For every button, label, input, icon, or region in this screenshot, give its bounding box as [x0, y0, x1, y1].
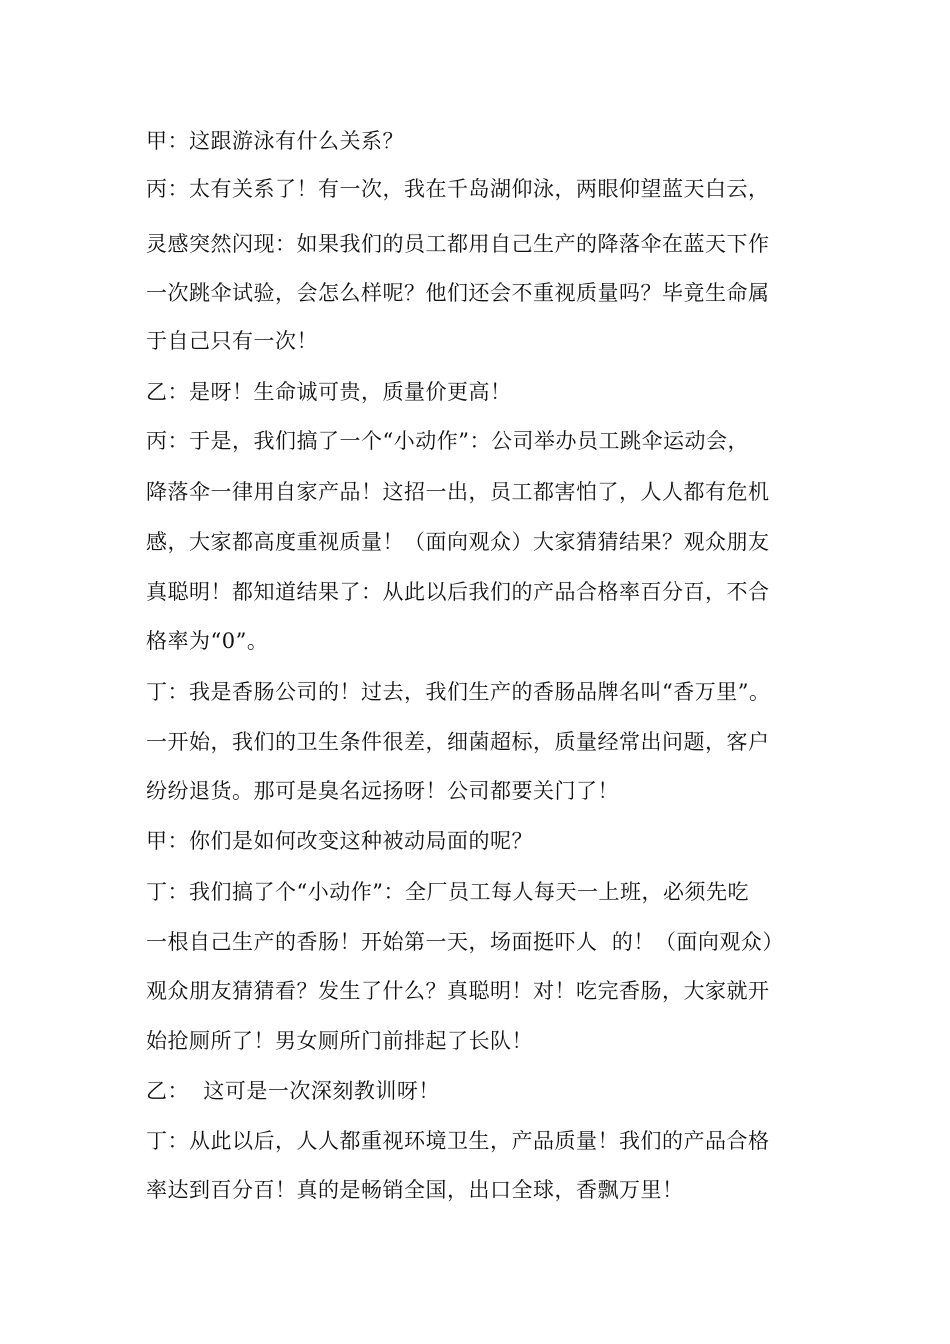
text-line: 格率为“0”。: [146, 629, 269, 653]
text-line: 灵感突然闪现：如果我们的员工都用自己生产的降落伞在蓝天下作: [146, 232, 770, 256]
text-line: 始抢厕所了！男女厕所门前排起了长队！: [146, 1029, 533, 1053]
text-line: 观众朋友猜猜看？发生了什么？真聪明！对！吃完香肠，大家就开: [146, 979, 770, 1003]
text-line: 丙：于是，我们搞了一个“小动作”：公司举办员工跳伞运动会，: [146, 429, 749, 453]
text-line: 乙：是呀！生命诚可贵，质量价更高！: [146, 380, 512, 404]
text-line: 乙： 这可是一次深刻教训呀！: [146, 1079, 440, 1103]
text-line: 一开始，我们的卫生条件很差，细菌超标，质量经常出问题，客户: [146, 730, 770, 754]
text-line: 一次跳伞试验，会怎么样呢？他们还会不重视质量吗？毕竟生命属: [146, 281, 770, 305]
text-line: 一根自己生产的香肠！开始第一天，场面挺吓人 的！（面向观众）: [146, 930, 784, 954]
text-line: 真聪明！都知道结果了：从此以后我们的产品合格率百分百，不合: [146, 580, 770, 604]
text-line: 丁：我们搞了个“小动作”：全厂员工每人每天一上班，必须先吃: [146, 880, 749, 904]
text-line: 降落伞一律用自家产品！这招一出，员工都害怕了，人人都有危机: [146, 480, 770, 504]
text-line: 甲：你们是如何改变这种被动局面的呢？: [146, 829, 533, 853]
text-line: 丁：我是香肠公司的！过去，我们生产的香肠品牌名叫“香万里”。: [146, 680, 771, 704]
text-line: 于自己只有一次！: [146, 329, 318, 353]
text-line: 率达到百分百！真的是畅销全国，出口全球，香飘万里！: [146, 1178, 684, 1202]
text-line: 感，大家都高度重视质量！（面向观众）大家猜猜结果？观众朋友: [146, 530, 770, 554]
text-line: 丙：太有关系了！有一次，我在千岛湖仰泳，两眼仰望蓝天白云，: [146, 177, 770, 201]
text-line: 纷纷退货。那可是臭名远扬呀！公司都要关门了！: [146, 779, 619, 803]
text-line: 丁：从此以后，人人都重视环境卫生，产品质量！我们的产品合格: [146, 1129, 770, 1153]
text-line: 甲：这跟游泳有什么关系？: [146, 129, 404, 153]
